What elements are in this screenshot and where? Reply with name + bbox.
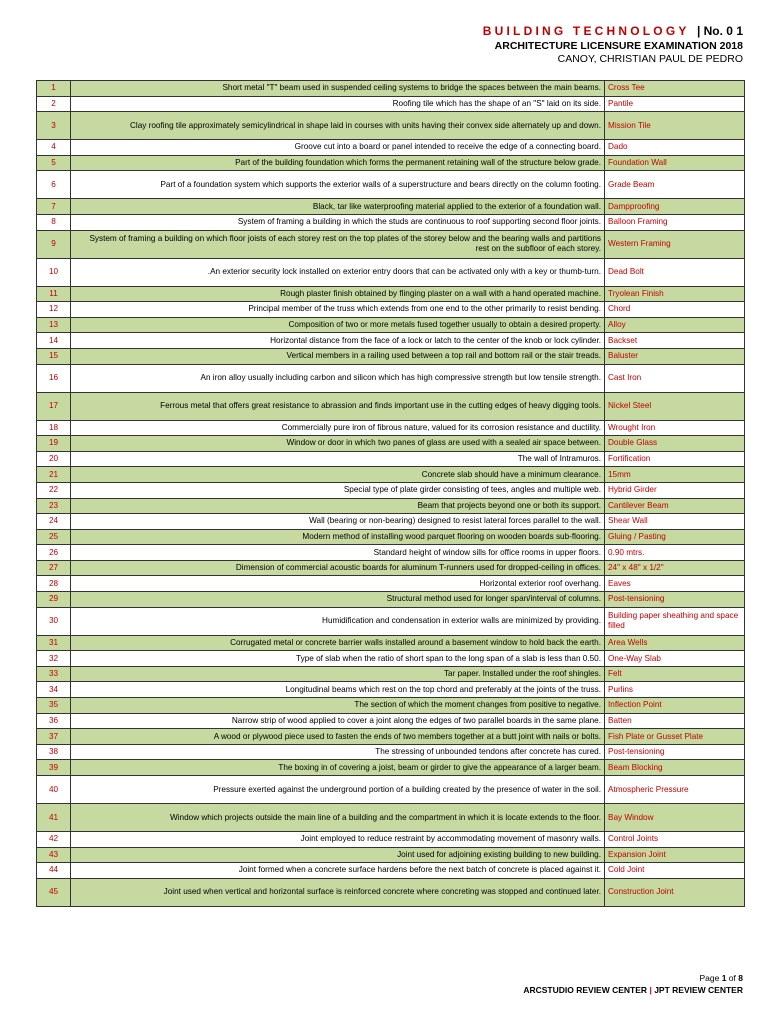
page-of: of	[728, 973, 736, 983]
table-row	[37, 482, 745, 498]
row-number: 41	[37, 804, 71, 832]
row-answer: Fish Plate or Gusset Plate	[605, 729, 745, 745]
row-answer: Mission Tile	[605, 112, 745, 140]
row-question: Horizontal exterior roof overhang.	[71, 576, 605, 592]
row-question: Beam that projects beyond one or both its support.	[71, 498, 605, 514]
row-answer: Backset	[605, 333, 745, 349]
row-question: Standard height of window sills for office rooms in upper floors.	[71, 545, 605, 561]
row-question: Short metal "T" beam used in suspended ceiling systems to bridge the spaces between the main beams.	[71, 81, 605, 97]
row-number: 7	[37, 199, 71, 215]
table-row	[37, 592, 745, 608]
row-number: 11	[37, 286, 71, 302]
row-answer: Wrought Iron	[605, 420, 745, 436]
table-row	[37, 392, 745, 420]
document-footer	[523, 972, 743, 996]
row-question: Ferrous metal that offers great resistance to abrassion and finds important use in the cutting edges of heavy digging tools.	[71, 392, 605, 420]
table-row	[37, 171, 745, 199]
row-answer: Control Joints	[605, 832, 745, 848]
row-number: 16	[37, 364, 71, 392]
row-number: 31	[37, 635, 71, 651]
header-title: BUILDING TECHNOLOGY	[482, 24, 690, 38]
row-question: Modern method of installing wood parquet flooring on wooden boards sub-flooring.	[71, 529, 605, 545]
row-question: Pressure exerted against the underground portion of a building created by the presence of water in the soil.	[71, 776, 605, 804]
row-number: 14	[37, 333, 71, 349]
row-number: 39	[37, 760, 71, 776]
row-question: Corrugated metal or concrete barrier walls installed around a basement window to hold back the earth.	[71, 635, 605, 651]
row-number: 33	[37, 666, 71, 682]
row-question: Dimension of commercial acoustic boards for aluminum T-runners used for dropped-ceiling in offices.	[71, 560, 605, 576]
row-answer: Felt	[605, 666, 745, 682]
table-row	[37, 317, 745, 333]
row-answer: 0.90 mtrs.	[605, 545, 745, 561]
table-row	[37, 529, 745, 545]
table-row	[37, 348, 745, 364]
row-question: Humidification and condensation in exterior walls are minimized by providing.	[71, 607, 605, 635]
page-current: 1	[721, 973, 727, 983]
table-row	[37, 420, 745, 436]
row-question: Structural method used for longer span/interval of columns.	[71, 592, 605, 608]
row-answer: Hybrid Girder	[605, 482, 745, 498]
row-question: Wall (bearing or non-bearing) designed to resist lateral forces parallel to the wall.	[71, 514, 605, 530]
row-answer: Eaves	[605, 576, 745, 592]
row-question: The wall of Intramuros.	[71, 451, 605, 467]
author-name: CANOY, CHRISTIAN PAUL DE PEDRO	[557, 53, 743, 65]
row-question: Joint used for adjoining existing building to new building.	[71, 847, 605, 863]
row-number: 45	[37, 878, 71, 906]
row-question: .An exterior security lock installed on exterior entry doors that can be activated only with a key or thumb-turn.	[71, 258, 605, 286]
row-answer: Inflection Point	[605, 698, 745, 714]
row-question: Longitudinal beams which rest on the top chord and preferably at the joints of the truss.	[71, 682, 605, 698]
table-row	[37, 776, 745, 804]
row-answer: Alloy	[605, 317, 745, 333]
table-row	[37, 863, 745, 879]
row-number: 17	[37, 392, 71, 420]
row-question: Joint formed when a concrete surface hardens before the next batch of concrete is placed against it.	[71, 863, 605, 879]
row-number: 42	[37, 832, 71, 848]
table-row	[37, 199, 745, 215]
table-row	[37, 333, 745, 349]
row-answer: One-Way Slab	[605, 651, 745, 667]
row-number: 4	[37, 140, 71, 156]
row-question: Roofing tile which has the shape of an "S" laid on its side.	[71, 96, 605, 112]
row-question: Clay roofing tile approximately semicylindrical in shape laid in courses with units having their convex side alternately up and down.	[71, 112, 605, 140]
row-answer: Tryolean Finish	[605, 286, 745, 302]
table-row	[37, 847, 745, 863]
table-row	[37, 832, 745, 848]
page-label: Page	[699, 973, 720, 983]
table-row	[37, 286, 745, 302]
table-row	[37, 112, 745, 140]
table-row	[37, 635, 745, 651]
row-question: Narrow strip of wood applied to cover a joint along the edges of two parallel boards in the same plane.	[71, 713, 605, 729]
table-row	[37, 302, 745, 318]
row-number: 26	[37, 545, 71, 561]
row-question: Horizontal distance from the face of a lock or latch to the center of the knob or lock cylinder.	[71, 333, 605, 349]
row-question: Principal member of the truss which extends from one end to the other primarily to resist bending.	[71, 302, 605, 318]
row-number: 34	[37, 682, 71, 698]
table-row	[37, 744, 745, 760]
row-number: 40	[37, 776, 71, 804]
table-row	[37, 607, 745, 635]
row-answer: Balloon Framing	[605, 214, 745, 230]
row-question: Window which projects outside the main line of a building and the compartment in which it is locate extends to the floor.	[71, 804, 605, 832]
table-row	[37, 364, 745, 392]
table-row	[37, 666, 745, 682]
table-row	[37, 682, 745, 698]
row-number: 2	[37, 96, 71, 112]
row-answer: Beam Blocking	[605, 760, 745, 776]
row-question: Window or door in which two panes of glass are used with a sealed air space between.	[71, 436, 605, 452]
row-answer: 24" x 48" x 1/2"	[605, 560, 745, 576]
table-row	[37, 729, 745, 745]
row-answer: Post-tensioning	[605, 744, 745, 760]
row-question: Concrete slab should have a minimum clearance.	[71, 467, 605, 483]
question-rows	[37, 81, 745, 907]
row-answer: Grade Beam	[605, 171, 745, 199]
table-row	[37, 545, 745, 561]
row-question: The stressing of unbounded tendons after concrete has cured.	[71, 744, 605, 760]
row-question: Part of a foundation system which supports the exterior walls of a superstructure and bears directly on the column footing.	[71, 171, 605, 199]
row-answer: Gluing / Pasting	[605, 529, 745, 545]
table-row	[37, 81, 745, 97]
row-number: 18	[37, 420, 71, 436]
page-total: 8	[738, 973, 743, 983]
row-number: 37	[37, 729, 71, 745]
row-number: 5	[37, 155, 71, 171]
row-question: Joint employed to reduce restraint by accommodating movement of masonry walls.	[71, 832, 605, 848]
row-number: 13	[37, 317, 71, 333]
row-question: An iron alloy usually including carbon and silicon which has high compressive strength but low tensile strength.	[71, 364, 605, 392]
table-row	[37, 436, 745, 452]
review-center-line	[523, 984, 743, 996]
row-answer: Expansion Joint	[605, 847, 745, 863]
row-answer: Purlins	[605, 682, 745, 698]
row-question: System of framing a building in which the studs are continuous to roof supporting second floor joints.	[71, 214, 605, 230]
row-question: Rough plaster finish obtained by flinging plaster on a wall with a hand operated machine.	[71, 286, 605, 302]
row-number: 19	[37, 436, 71, 452]
row-answer: Post-tensioning	[605, 592, 745, 608]
row-number: 23	[37, 498, 71, 514]
table-row	[37, 576, 745, 592]
table-row	[37, 467, 745, 483]
table-row	[37, 498, 745, 514]
row-question: Joint used when vertical and horizontal surface is reinforced concrete where concreting was stopped and continued later.	[71, 878, 605, 906]
table-row	[37, 651, 745, 667]
row-question: Black, tar like waterproofing material applied to the exterior of a foundation wall.	[71, 199, 605, 215]
row-question: System of framing a building on which floor joists of each storey rest on the top plates of the storey below and the bearing walls and partitions rest on the subfloor of each storey.	[71, 230, 605, 258]
exam-title: ARCHITECTURE LICENSURE EXAMINATION 2018	[494, 40, 743, 52]
row-number: 30	[37, 607, 71, 635]
row-number: 10	[37, 258, 71, 286]
row-number: 29	[37, 592, 71, 608]
table-row	[37, 560, 745, 576]
table-row	[37, 258, 745, 286]
row-answer: Cast Iron	[605, 364, 745, 392]
document-header	[483, 24, 743, 66]
review-center-2: JPT REVIEW CENTER	[654, 985, 743, 995]
row-answer: Cold Joint	[605, 863, 745, 879]
row-number: 28	[37, 576, 71, 592]
review-center-separator: |	[649, 985, 652, 995]
row-question: Commercially pure iron of fibrous nature, valued for its corrosion resistance and ductility.	[71, 420, 605, 436]
row-answer: Shear Wall	[605, 514, 745, 530]
table-row	[37, 760, 745, 776]
row-number: 3	[37, 112, 71, 140]
row-answer: Fortification	[605, 451, 745, 467]
row-answer: Atmospheric Pressure	[605, 776, 745, 804]
row-number: 43	[37, 847, 71, 863]
table-row	[37, 713, 745, 729]
row-answer: Area Wells	[605, 635, 745, 651]
row-question: A wood or plywood piece used to fasten the ends of two members together at a butt joint with nails or bolts.	[71, 729, 605, 745]
row-answer: Double Glass	[605, 436, 745, 452]
table-row	[37, 140, 745, 156]
row-answer: Building paper sheathing and space filled	[605, 607, 745, 635]
table-row	[37, 804, 745, 832]
table-row	[37, 230, 745, 258]
row-answer: Cross Tee	[605, 81, 745, 97]
row-number: 1	[37, 81, 71, 97]
row-question: The section of which the moment changes from positive to negative.	[71, 698, 605, 714]
header-number: No. 0 1	[703, 24, 743, 38]
table-row	[37, 514, 745, 530]
row-number: 32	[37, 651, 71, 667]
row-number: 9	[37, 230, 71, 258]
row-answer: Bay Window	[605, 804, 745, 832]
row-number: 22	[37, 482, 71, 498]
row-number: 25	[37, 529, 71, 545]
row-question: Part of the building foundation which forms the permanent retaining wall of the structure below grade.	[71, 155, 605, 171]
row-answer: Western Framing	[605, 230, 745, 258]
row-question: Tar paper. Installed under the roof shingles.	[71, 666, 605, 682]
row-number: 44	[37, 863, 71, 879]
row-answer: Dampproofing	[605, 199, 745, 215]
row-answer: Foundation Wall	[605, 155, 745, 171]
table-row	[37, 96, 745, 112]
table-row	[37, 451, 745, 467]
row-question: Type of slab when the ratio of short span to the long span of a slab is less than 0.50.	[71, 651, 605, 667]
row-answer: Pantile	[605, 96, 745, 112]
row-number: 8	[37, 214, 71, 230]
row-question: Groove cut into a board or panel intended to receive the edge of a connecting board.	[71, 140, 605, 156]
table-row	[37, 214, 745, 230]
question-table	[36, 80, 745, 907]
row-question: Composition of two or more metals fused together usually to obtain a desired property.	[71, 317, 605, 333]
review-center-1: ARCSTUDIO REVIEW CENTER	[523, 985, 648, 995]
row-number: 35	[37, 698, 71, 714]
header-separator: |	[696, 24, 701, 38]
page-indicator	[523, 972, 743, 984]
row-answer: Chord	[605, 302, 745, 318]
row-number: 20	[37, 451, 71, 467]
row-answer: Nickel Steel	[605, 392, 745, 420]
row-number: 27	[37, 560, 71, 576]
table-row	[37, 155, 745, 171]
row-number: 24	[37, 514, 71, 530]
row-number: 21	[37, 467, 71, 483]
table-row	[37, 698, 745, 714]
row-answer: Baluster	[605, 348, 745, 364]
row-answer: Cantilever Beam	[605, 498, 745, 514]
row-answer: Batten	[605, 713, 745, 729]
row-answer: Dead Bolt	[605, 258, 745, 286]
row-number: 38	[37, 744, 71, 760]
row-question: The boxing in of covering a joist, beam or girder to give the appearance of a larger beam.	[71, 760, 605, 776]
row-answer: Dado	[605, 140, 745, 156]
row-answer: Construction Joint	[605, 878, 745, 906]
table-row	[37, 878, 745, 906]
row-number: 36	[37, 713, 71, 729]
row-question: Vertical members in a railing used between a top rail and bottom rail or the stair treads.	[71, 348, 605, 364]
header-title-line	[483, 24, 743, 39]
row-question: Special type of plate girder consisting of tees, angles and multiple web.	[71, 482, 605, 498]
row-number: 12	[37, 302, 71, 318]
row-answer: 15mm	[605, 467, 745, 483]
row-number: 15	[37, 348, 71, 364]
row-number: 6	[37, 171, 71, 199]
